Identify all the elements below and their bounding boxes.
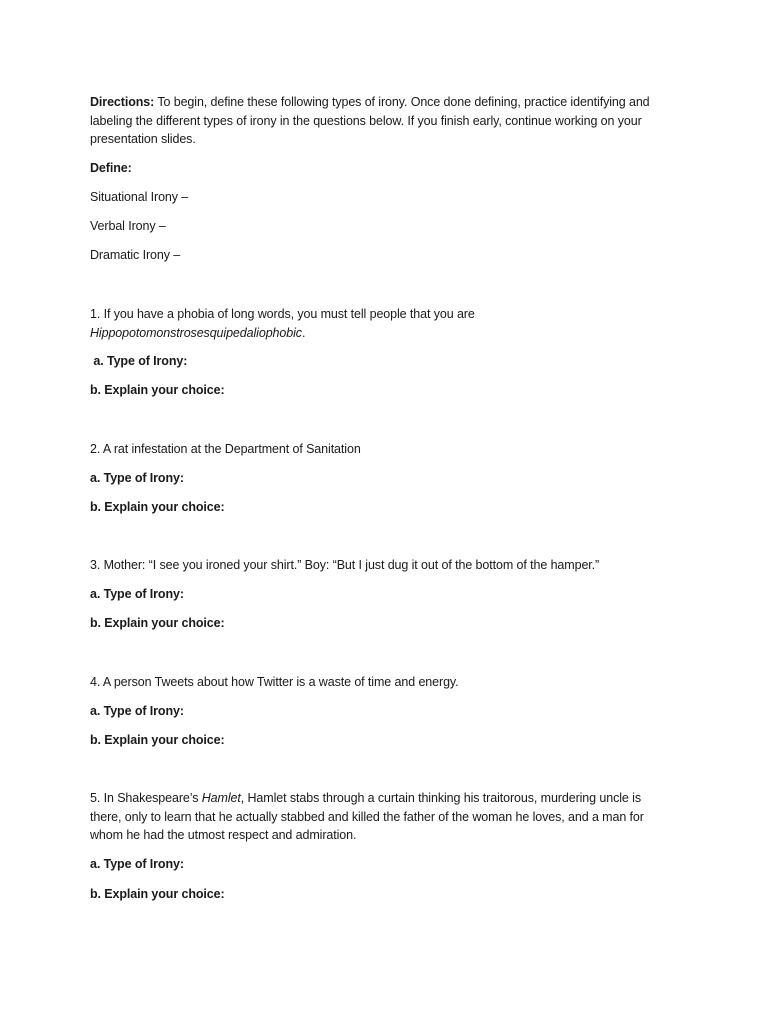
- question-5-italic-title: Hamlet: [201, 791, 241, 805]
- directions-line-3: presentation slides.: [90, 132, 196, 146]
- question-2-type-label: a. Type of Irony:: [90, 471, 184, 485]
- define-verbal-irony: Verbal Irony –: [90, 219, 166, 233]
- question-3-type-label: a. Type of Irony:: [90, 587, 184, 601]
- question-2-text: 2. A rat infestation at the Department of Sanitation: [90, 442, 361, 456]
- directions-line-2: labeling the different types of irony in the questions below. If you finish early, continue working on your: [90, 113, 642, 128]
- question-5-text-line-3: whom he had the utmost respect and admiration.: [90, 828, 357, 842]
- directions-line-1: [90, 93, 650, 112]
- question-5-text-line-2: there, only to learn that he actually stabbed and killed the father of the woman he loves, and a man for: [90, 809, 644, 824]
- question-5-pre: 5. In Shakespeare’s: [90, 791, 202, 805]
- question-1-period: .: [301, 325, 306, 340]
- question-1-explain-label: b. Explain your choice:: [90, 383, 225, 397]
- define-heading: Define:: [90, 161, 132, 175]
- question-4-type-label: a. Type of Irony:: [90, 704, 184, 718]
- question-1-type-label: a. Type of Irony:: [90, 354, 188, 368]
- question-5-type-label: a. Type of Irony:: [90, 857, 184, 871]
- directions-text-1: To begin, define these following types of irony. Once done defining, practice identifying and: [154, 95, 650, 109]
- question-1-text: 1. If you have a phobia of long words, you must tell people that you are: [90, 307, 475, 321]
- question-4-text: 4. A person Tweets about how Twitter is a waste of time and energy.: [90, 675, 459, 689]
- directions-label: Directions:: [90, 95, 155, 109]
- define-dramatic-irony: Dramatic Irony –: [90, 248, 181, 262]
- question-2-explain-label: b. Explain your choice:: [90, 500, 225, 514]
- question-5-text-line-1: [90, 789, 641, 808]
- question-5-post: , Hamlet stabs through a curtain thinking his traitorous, murdering uncle is: [240, 791, 641, 805]
- question-3-text: 3. Mother: “I see you ironed your shirt.” Boy: “But I just dug it out of the bottom of the hamper.”: [90, 558, 600, 572]
- question-3-explain-label: b. Explain your choice:: [90, 616, 225, 630]
- question-1-italic-word: Hippopotomonstrosesquipedaliophobic: [90, 325, 302, 340]
- question-4-explain-label: b. Explain your choice:: [90, 733, 225, 747]
- question-5-explain-label: b. Explain your choice:: [90, 887, 225, 901]
- question-1-text-line-2: [90, 324, 305, 343]
- define-situational-irony: Situational Irony –: [90, 190, 189, 204]
